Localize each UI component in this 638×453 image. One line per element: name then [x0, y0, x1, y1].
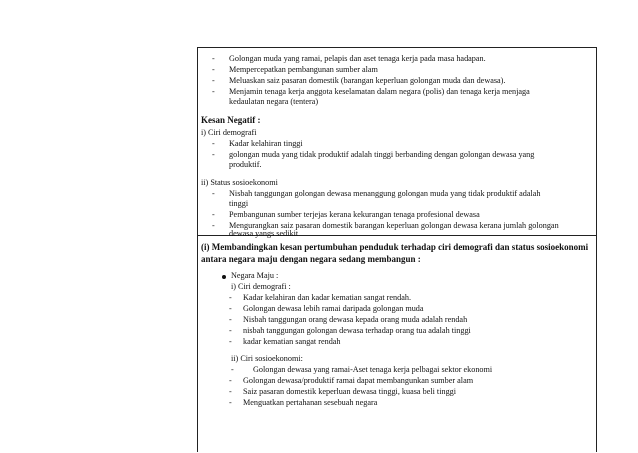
list-dash: - [229, 376, 232, 385]
negara-maju-label: Negara Maju : [231, 271, 279, 280]
comparison-heading-line2: antara negara maju dengan negara sedang membangun : [201, 254, 421, 264]
comparison-heading-line1: (i) Membandingkan kesan pertumbuhan penduduk terhadap ciri demografi dan status sosioekonomi [201, 242, 589, 252]
list-item: Golongan muda yang ramai, pelapis dan aset tenaga kerja pada masa hadapan. [229, 54, 486, 63]
list-item: nisbah tanggungan golongan dewasa terhadap orang tua adalah tinggi [243, 326, 471, 335]
list-item-continuation: produktif. [229, 160, 262, 169]
list-item-continuation: kedaulatan negara (tentera) [229, 97, 319, 106]
list-dash: - [229, 387, 232, 396]
list-item-continuation: tinggi [229, 199, 249, 208]
table-cell-perbandingan [198, 236, 596, 453]
list-item: Nisbah tanggungan orang dewasa kepada orang muda adalah rendah [243, 315, 468, 324]
list-item: Pembangunan sumber terjejas kerana kekurangan tenaga profesional dewasa [229, 210, 480, 219]
list-item: Meluaskan saiz pasaran domestik (barangan keperluan golongan muda dan dewasa). [229, 76, 506, 85]
list-item: Golongan dewasa/produktif ramai dapat membangunkan sumber alam [243, 376, 474, 385]
list-dash: - [212, 65, 215, 74]
list-dash: - [229, 293, 232, 302]
section-title: i) Ciri demografi [201, 128, 257, 137]
list-dash: - [229, 326, 232, 335]
kesan-negatif-heading: Kesan Negatif : [201, 115, 261, 125]
list-item: Kadar kelahiran tinggi [229, 139, 303, 148]
section-title: ii) Status sosioekonomi [201, 178, 278, 187]
list-dash: - [212, 54, 215, 63]
list-dash: - [229, 304, 232, 313]
list-item: Mempercepatkan pembangunan sumber alam [229, 65, 378, 74]
list-item: Menguatkan pertahanan sesebuah negara [243, 398, 378, 407]
list-dash: - [229, 337, 232, 346]
section-title: i) Ciri demografi : [231, 282, 291, 291]
list-dash: - [212, 210, 215, 219]
content-table [197, 47, 597, 452]
list-item: Golongan dewasa yang ramai-Aset tenaga kerja pelbagai sektor ekonomi [253, 365, 493, 374]
list-item: Golongan dewasa lebih ramai daripada golongan muda [243, 304, 424, 313]
list-dash: - [212, 150, 215, 159]
list-dash: - [231, 365, 234, 374]
list-dash: - [229, 315, 232, 324]
list-item: Menjamin tenaga kerja anggota keselamatan dalam negara (polis) dan tenaga kerja menjaga [229, 87, 530, 96]
list-dash: - [229, 398, 232, 407]
table-cell-kesan [198, 48, 596, 236]
list-dash: - [212, 139, 215, 148]
list-dash: - [212, 76, 215, 85]
section-title: ii) Ciri sosioekonomi: [231, 354, 303, 363]
list-item: golongan muda yang tidak produktif adalah tinggi berbanding dengan golongan dewasa yang [229, 150, 535, 159]
list-item: Nisbah tanggungan golongan dewasa menanggung golongan muda yang tidak produktif adalah [229, 189, 541, 198]
list-item: Mengurangkan saiz pasaran domestik barangan keperluan golongan dewasa kerana jumlah golongan [229, 221, 559, 230]
list-item: Saiz pasaran domestik keperluan dewasa tinggi, kuasa beli tinggi [243, 387, 457, 396]
list-item-continuation: dewasa yangs sedikit [229, 229, 299, 238]
list-dash: - [212, 189, 215, 198]
bullet-icon [222, 275, 226, 279]
list-dash: - [212, 87, 215, 96]
list-item: kadar kematian sangat rendah [243, 337, 341, 346]
list-dash: - [212, 221, 215, 230]
list-item: Kadar kelahiran dan kadar kematian sangat rendah. [243, 293, 411, 302]
